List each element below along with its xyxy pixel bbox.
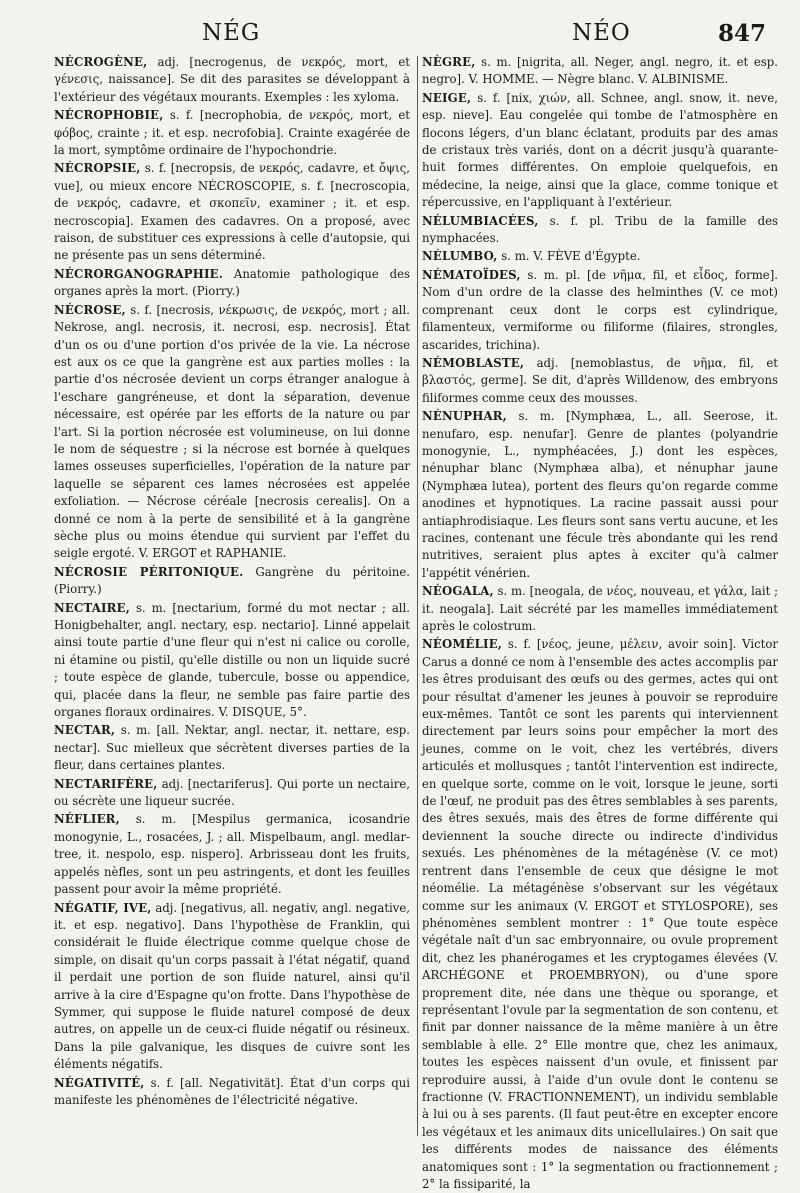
two-column-body: [54, 54, 779, 1191]
entry-text: Anatomie pathologique des organes après la mort. (Piorry.): [54, 266, 410, 299]
entry-headword: NÉCROSE,: [54, 302, 126, 317]
entry-text: s. f. [nix, χιών, all. Schnee, angl. snow, it. neve, esp. nieve]. Eau congelée qui tombe de l'atmosphère en flocons légers, d'un blanc éclatant, produits par des amas de cristaux très variés, dont on a décrit jusqu'à quarante-huit formes différentes. On emploie quelquefois, en médecine, la neige, ainsi que la glace, comme tonique et répercussive, en l'appliquant à l'extérieur.: [422, 90, 778, 210]
entry-headword: NÉMOBLASTE,: [422, 355, 525, 370]
entry-text: s. m. [Nymphæa, L., all. Seerose, it. nenufaro, esp. nenufar]. Genre de plantes (polyandrie monogynie, L., nymphéacées, J.) dont les espèces, nénuphar blanc (Nymphæa alba), et nénuphar jaune (Nymphæa lutea), portent des fleurs qu'on regarde comme anodines et hypnotiques. La racine passait aussi pour antiaphrodisiaque. Les fleurs sont sans vertu aucune, et les racines, contenant une fécule très abondante qui les rend nutritives, seraient plus aptes à exciter qu'à calmer l'appétit vénérien.: [422, 409, 778, 580]
page-number: 847: [717, 20, 766, 47]
entry-text: adj. [nemoblastus, de νῆμα, fil, et βλαστός, germe]. Se dit, d'après Willdenow, des embryons filiformes comme ceux des mousses.: [422, 355, 778, 405]
dictionary-entry: [422, 355, 778, 407]
left-running-head: NÉG: [202, 20, 261, 46]
entry-text: Gangrène du péritoine. (Piorry.): [54, 564, 410, 597]
entry-text: s. m. [all. Nektar, angl. nectar, it. nettare, esp. nectar]. Suc mielleux que sécrètent diverses parties de la fleur, dans certaines plantes.: [54, 723, 410, 773]
entry-text: s. f. [necropsis, de νεκρός, cadavre, et ὄψις, vue], ou mieux encore NÉCROSCOPIE, s. f. [necroscopia, de νεκρός, cadavre, et σκοπεῖν, examiner ; it. et esp. necroscopia]. Examen des cadavres. On a proposé, avec raison, de substituer ces expressions à celle d'autopsie, qui ne présente pas un sens déterminé.: [54, 161, 410, 263]
dictionary-entry: [54, 266, 410, 301]
left-column: [54, 54, 410, 1144]
entry-headword: NÉLUMBIACÉES,: [422, 213, 539, 228]
entry-text: s. f. pl. Tribu de la famille des nymphacées.: [422, 213, 778, 246]
entry-text: s. f. [νέος, jeune, μέλειν, avoir soin]. Victor Carus a donné ce nom à l'ensemble des actes accomplis par les êtres produisant des œufs ou des germes, actes qui ont pour résultat d'amener les jeunes à pouvoir se reproduire eux-mêmes. Tantôt ce sont les parents qui interviennent directement par leurs soins pour empêcher la mort des jeunes, comme on le voit, chez les vertébrés, divers articulés et mollusques ; tantôt l'intervention est indirecte, en quelque sorte, comme on le voit, lorsque le jeune, sorti de l'œuf, ne produit pas des êtres semblables à ses parents, des êtres sexués, mais des êtres de forme différente qui deviennent la souche directe ou indirecte d'individus sexués. Les phénomènes de la métagénèse (V. ce mot) rentrent dans l'ensemble de ceux que désigne le mot néomélie. La métagénèse s'observant sur les végétaux comme sur les animaux (V. ERGOT et STYLOSPORE), ses phénomènes semblent montrer : 1° Que toute espèce végétale naît d'un sac embryonnaire, ou ovule proprement dit, chez les phanérogames et les cryptogames élevées (V. ARCHÉGONE et PROEMBRYON), ou d'une spore proprement dite, née dans une thèque ou sporange, et représentant l'ovule par la segmentation de son contenu, et finit par donner naissance de la même manière à un être semblable à elle. 2° Elle montre que, chez les animaux, toutes les espèces naissent d'un ovule, et finissent par reproduire aussi, à l'aide d'un ovule dont le contenu se fractionne (V. FRACTIONNEMENT), un individu semblable à lui ou à ses parents. (Il faut peut-être en excepter encore les végétaux et les animaux dits unicellulaires.) On sait que les différents modes de naissance des éléments anatomiques sont : 1° la segmentation ou fractionnement ; 2° la fissiparité, la: [422, 637, 778, 1191]
entry-text: s. f. [necrophobia, de νεκρός, mort, et φόβος, crainte ; it. et esp. necrofobia]. Crainte exagérée de la mort, symptôme ordinaire de l'hypochondrie.: [54, 108, 410, 158]
entry-headword: NÉOMÉLIE,: [422, 637, 503, 652]
entry-text: s. f. [necrosis, νέκρωσις, de νεκρός, mort ; all. Nekrose, angl. necrosis, it. necrosi, esp. necrosis]. État d'un os ou d'une portion d'os privée de la vie. La nécrose est aux os ce que la gangrène est aux parties molles : la partie d'os nécrosée devient un corps étranger analogue à l'eschare gangréneuse, et dont la séparation, devenue nécessaire, est opérée par les efforts de la nature ou par l'art. Si la portion nécrosée est volumineuse, on lui donne le nom de séquestre ; si la nécrose est bornée à quelques lames osseuses superficielles, l'opération de la nature par laquelle se séparent ces lames nécrosées est appelée exfoliation. — Nécrose céréale [necrosis cerealis]. On a donné ce nom à la perte de sensibilité et à la gangrène sèche plus ou moins étendue qui survient par l'effet du seigle ergoté. V. ERGOT et RAPHANIE.: [54, 302, 410, 561]
dictionary-entry: [422, 213, 778, 248]
right-running-head: NÉO: [572, 20, 631, 46]
entry-text: s. m. [nigrita, all. Neger, angl. negro, it. et esp. negro]. V. HOMME. — Nègre blanc. V. ALBINISME.: [422, 55, 778, 87]
running-header: [52, 20, 770, 54]
entry-headword: NÉGATIVITÉ,: [54, 1075, 145, 1090]
dictionary-entry: [422, 90, 778, 212]
dictionary-entry: [54, 722, 410, 774]
entry-headword: NÉLUMBO,: [422, 249, 498, 264]
entry-text: s. m. [Mespilus germanica, icosandrie monogynie, L., rosacées, J. ; all. Mispelbaum, angl. medlar-tree, it. nespolo, esp. nispero]. Arbrisseau dont les fruits, appelés nèfles, sont un peu astringents, et dont les feuilles passent pour avoir la même propriété.: [54, 812, 410, 897]
dictionary-entry: [54, 564, 410, 599]
entry-text: s. m. V. FÈVE d'Égypte.: [501, 249, 641, 264]
dictionary-entry: [422, 583, 778, 635]
entry-headword: NECTAIRE,: [54, 600, 130, 615]
dictionary-entry: [54, 54, 410, 106]
dictionary-entry: [54, 811, 410, 898]
entry-headword: NÉMATOÏDES,: [422, 267, 521, 282]
entry-text: adj. [nectariferus]. Qui porte un nectaire, ou sécrète une liqueur sucrée.: [54, 776, 410, 809]
dictionary-entry: [54, 900, 410, 1074]
entry-headword: NÉCROPHOBIE,: [54, 108, 164, 123]
entry-headword: NÉCROGÈNE,: [54, 55, 148, 69]
entry-headword: NECTARIFÈRE,: [54, 776, 158, 791]
entry-headword: NECTAR,: [54, 723, 116, 738]
dictionary-entry: [422, 408, 778, 582]
dictionary-entry: [54, 107, 410, 159]
entry-headword: NÈGRE,: [422, 55, 476, 69]
entry-text: s. f. [all. Negativität]. État d'un corps qui manifeste les phénomènes de l'électricité négative.: [54, 1075, 410, 1107]
dictionary-entry: [54, 600, 410, 722]
entry-headword: NÉGATIF, IVE,: [54, 900, 152, 915]
entry-headword: NÉFLIER,: [54, 812, 120, 827]
entry-headword: NÉOGALA,: [422, 584, 494, 599]
entry-text: s. m. pl. [de νῆμα, fil, et εἶδος, forme]. Nom d'un ordre de la classe des helminthes (V. ce mot) comprenant ceux dont le corps est cylindrique, filamenteux, vermiforme ou filiforme (filaires, strongles, ascarides, trichina).: [422, 267, 778, 352]
entry-text: adj. [necrogenus, de νεκρός, mort, et γένεσις, naissance]. Se dit des parasites se développant à l'extérieur des végétaux mourants. Exemples : les xyloma.: [54, 55, 411, 104]
entry-text: s. m. [neogala, de νέος, nouveau, et γάλα, lait ; it. neogala]. Lait sécrété par les mamelles immédiatement après le colostrum.: [422, 584, 779, 633]
right-column: [422, 54, 779, 1191]
dictionary-entry: [54, 160, 410, 264]
dictionary-entry: [422, 636, 778, 1193]
entry-headword: NÉNUPHAR,: [422, 409, 507, 424]
entry-text: s. m. [nectarium, formé du mot nectar ; all. Honigbehalter, angl. nectary, esp. nectario]. Linné appelait ainsi toute partie d'une fleur qui n'est ni calice ou corolle, ni étamine ou pistil, qu'elle distille ou non un liquide sucré ; toute espèce de glande, tubercule, bosse ou appendice, qui, placée dans la fleur, ne semble pas faire partie des organes floraux ordinaires. V. DISQUE, 5°.: [54, 600, 410, 720]
entry-headword: NÉCROPSIE,: [54, 161, 141, 176]
dictionary-entry: [54, 302, 410, 563]
dictionary-entry: [54, 1075, 410, 1110]
entry-headword: NÉCROSIE PÉRITONIQUE.: [54, 564, 244, 579]
entry-text: adj. [negativus, all. negativ, angl. negative, it. et esp. negativo]. Dans l'hypothèse de Franklin, qui considérait le fluide électrique comme quelque chose de simple, on disait qu'un corps passait à l'état négatif, quand il perdait une portion de son fluide naturel, ainsi qu'il arrive à la cire d'Espagne qu'on frotte. Dans l'hypothèse de Symmer, qui suppose le fluide naturel composé de deux autres, on appelle un de ceux-ci fluide négatif ou résineux. Dans la pile galvanique, les disques de cuivre sont les éléments négatifs.: [54, 900, 410, 1072]
dictionary-entry: [422, 267, 778, 354]
entry-headword: NÉCRORGANOGRAPHIE.: [54, 266, 224, 281]
dictionary-entry: [422, 248, 778, 265]
dictionary-entry: [422, 54, 778, 89]
dictionary-entry: [54, 776, 410, 811]
entry-headword: NEIGE,: [422, 90, 472, 105]
